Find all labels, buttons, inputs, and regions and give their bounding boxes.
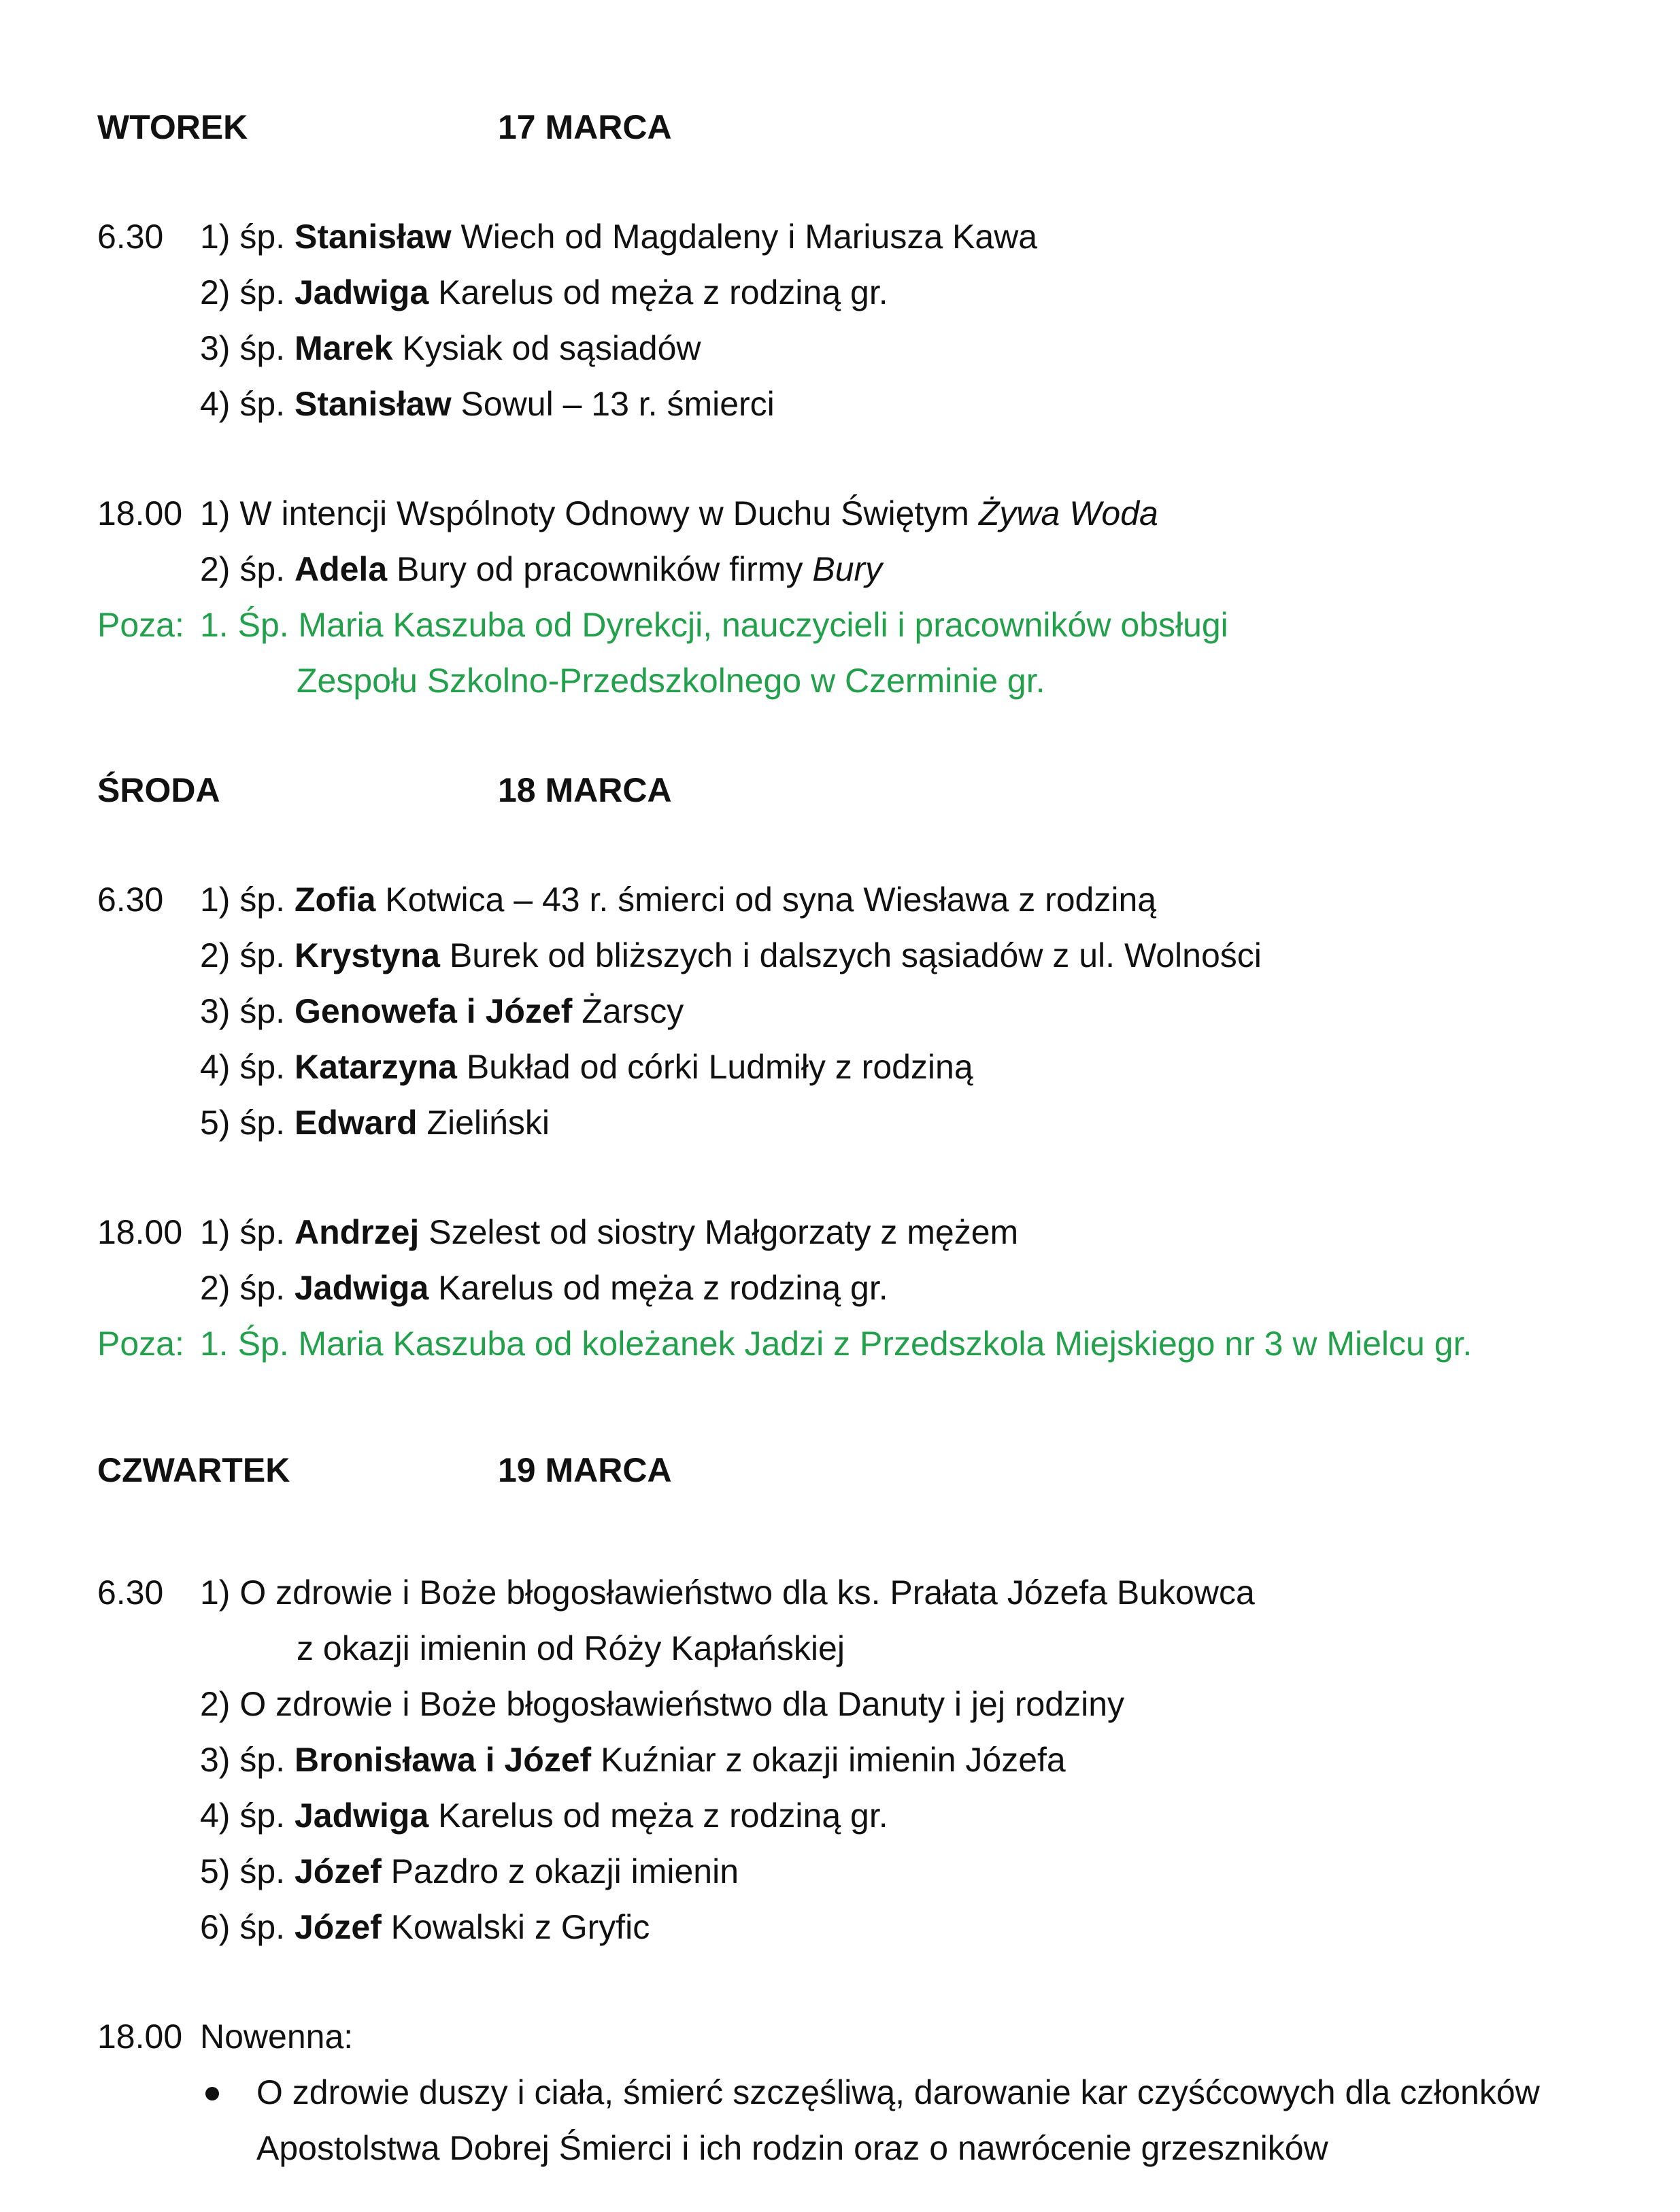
intention-line: 2) O zdrowie i Boże błogosławieństwo dla Danuty i jej rodziny — [200, 1685, 1125, 1723]
intention-line: 2) śp. Krystyna Burek od bliższych i dalszych sąsiadów z ul. Wolności — [200, 936, 1262, 974]
nowenna-bullet-line: Apostolstwa Dobrej Śmierci i ich rodzin oraz o nawrócenie grzeszników — [256, 2129, 1328, 2167]
poza-line: 1. Śp. Maria Kaszuba od Dyrekcji, nauczycieli i pracowników obsługi — [200, 606, 1228, 644]
day-date: 17 MARCA — [498, 108, 672, 146]
intention-line: 3) śp. Genowefa i Józef Żarscy — [200, 992, 684, 1030]
mass-time: 18.00 — [97, 2018, 183, 2056]
mass-time: 6.30 — [97, 218, 164, 256]
intention-line: 6) śp. Józef Kowalski z Gryfic — [200, 1908, 650, 1946]
intention-line: 1) śp. Stanisław Wiech od Magdaleny i Mariusza Kawa — [200, 218, 1038, 256]
intention-line: 5) śp. Józef Pazdro z okazji imienin — [200, 1852, 739, 1890]
poza-label: Poza: — [97, 1325, 184, 1363]
intention-line: 1) śp. Andrzej Szelest od siostry Małgorzaty z mężem — [200, 1213, 1019, 1251]
poza-line: Zespołu Szkolno-Przedszkolnego w Czerminie gr. — [297, 662, 1045, 700]
intention-line: 1) W intencji Wspólnoty Odnowy w Duchu Świętym Żywa Woda — [200, 494, 1158, 532]
day-name: CZWARTEK — [97, 1451, 290, 1489]
poza-label: Poza: — [97, 606, 184, 644]
nowenna-label: Nowenna: — [200, 2018, 354, 2056]
mass-time: 6.30 — [97, 881, 164, 919]
intention-line: 2) śp. Adela Bury od pracowników firmy Bury — [200, 550, 883, 588]
day-heading-thursday — [97, 1453, 1594, 1487]
intention-line: 4) śp. Jadwiga Karelus od męża z rodziną gr. — [200, 1797, 888, 1835]
bullet-icon — [205, 2087, 219, 2100]
intention-line: 1) śp. Zofia Kotwica – 43 r. śmierci od syna Wiesława z rodziną — [200, 881, 1157, 919]
nowenna-bullet-line: O zdrowie duszy i ciała, śmierć szczęśliwą, darowanie kar czyśćcowych dla członków — [256, 2073, 1540, 2111]
intention-line: 4) śp. Katarzyna Bukład od córki Ludmiły z rodziną — [200, 1048, 973, 1086]
intention-line: 3) śp. Bronisława i Józef Kuźniar z okazji imienin Józefa — [200, 1741, 1066, 1779]
poza-line: 1. Śp. Maria Kaszuba od koleżanek Jadzi z Przedszkola Miejskiego nr 3 w Mielcu gr. — [200, 1325, 1473, 1363]
mass-time: 18.00 — [97, 1213, 183, 1251]
intention-line: 5) śp. Edward Zieliński — [200, 1104, 550, 1142]
intention-line: 2) śp. Jadwiga Karelus od męża z rodziną gr. — [200, 273, 888, 311]
day-name: ŚRODA — [97, 771, 220, 809]
intention-line: 3) śp. Marek Kysiak od sąsiadów — [200, 329, 701, 367]
day-date: 19 MARCA — [498, 1451, 672, 1489]
day-name: WTOREK — [97, 108, 248, 146]
mass-time: 6.30 — [97, 1573, 164, 1612]
intention-line: 1) O zdrowie i Boże błogosławieństwo dla ks. Prałata Józefa Bukowca — [200, 1573, 1255, 1612]
mass-time: 18.00 — [97, 494, 183, 532]
intention-continuation: z okazji imienin od Róży Kapłańskiej — [297, 1629, 845, 1667]
intention-line: 4) śp. Stanisław Sowul – 13 r. śmierci — [200, 385, 775, 423]
intention-line: 2) śp. Jadwiga Karelus od męża z rodziną gr. — [200, 1269, 888, 1307]
day-heading-wednesday — [97, 773, 1594, 807]
day-date: 18 MARCA — [498, 771, 672, 809]
day-heading-tuesday — [97, 110, 1594, 144]
